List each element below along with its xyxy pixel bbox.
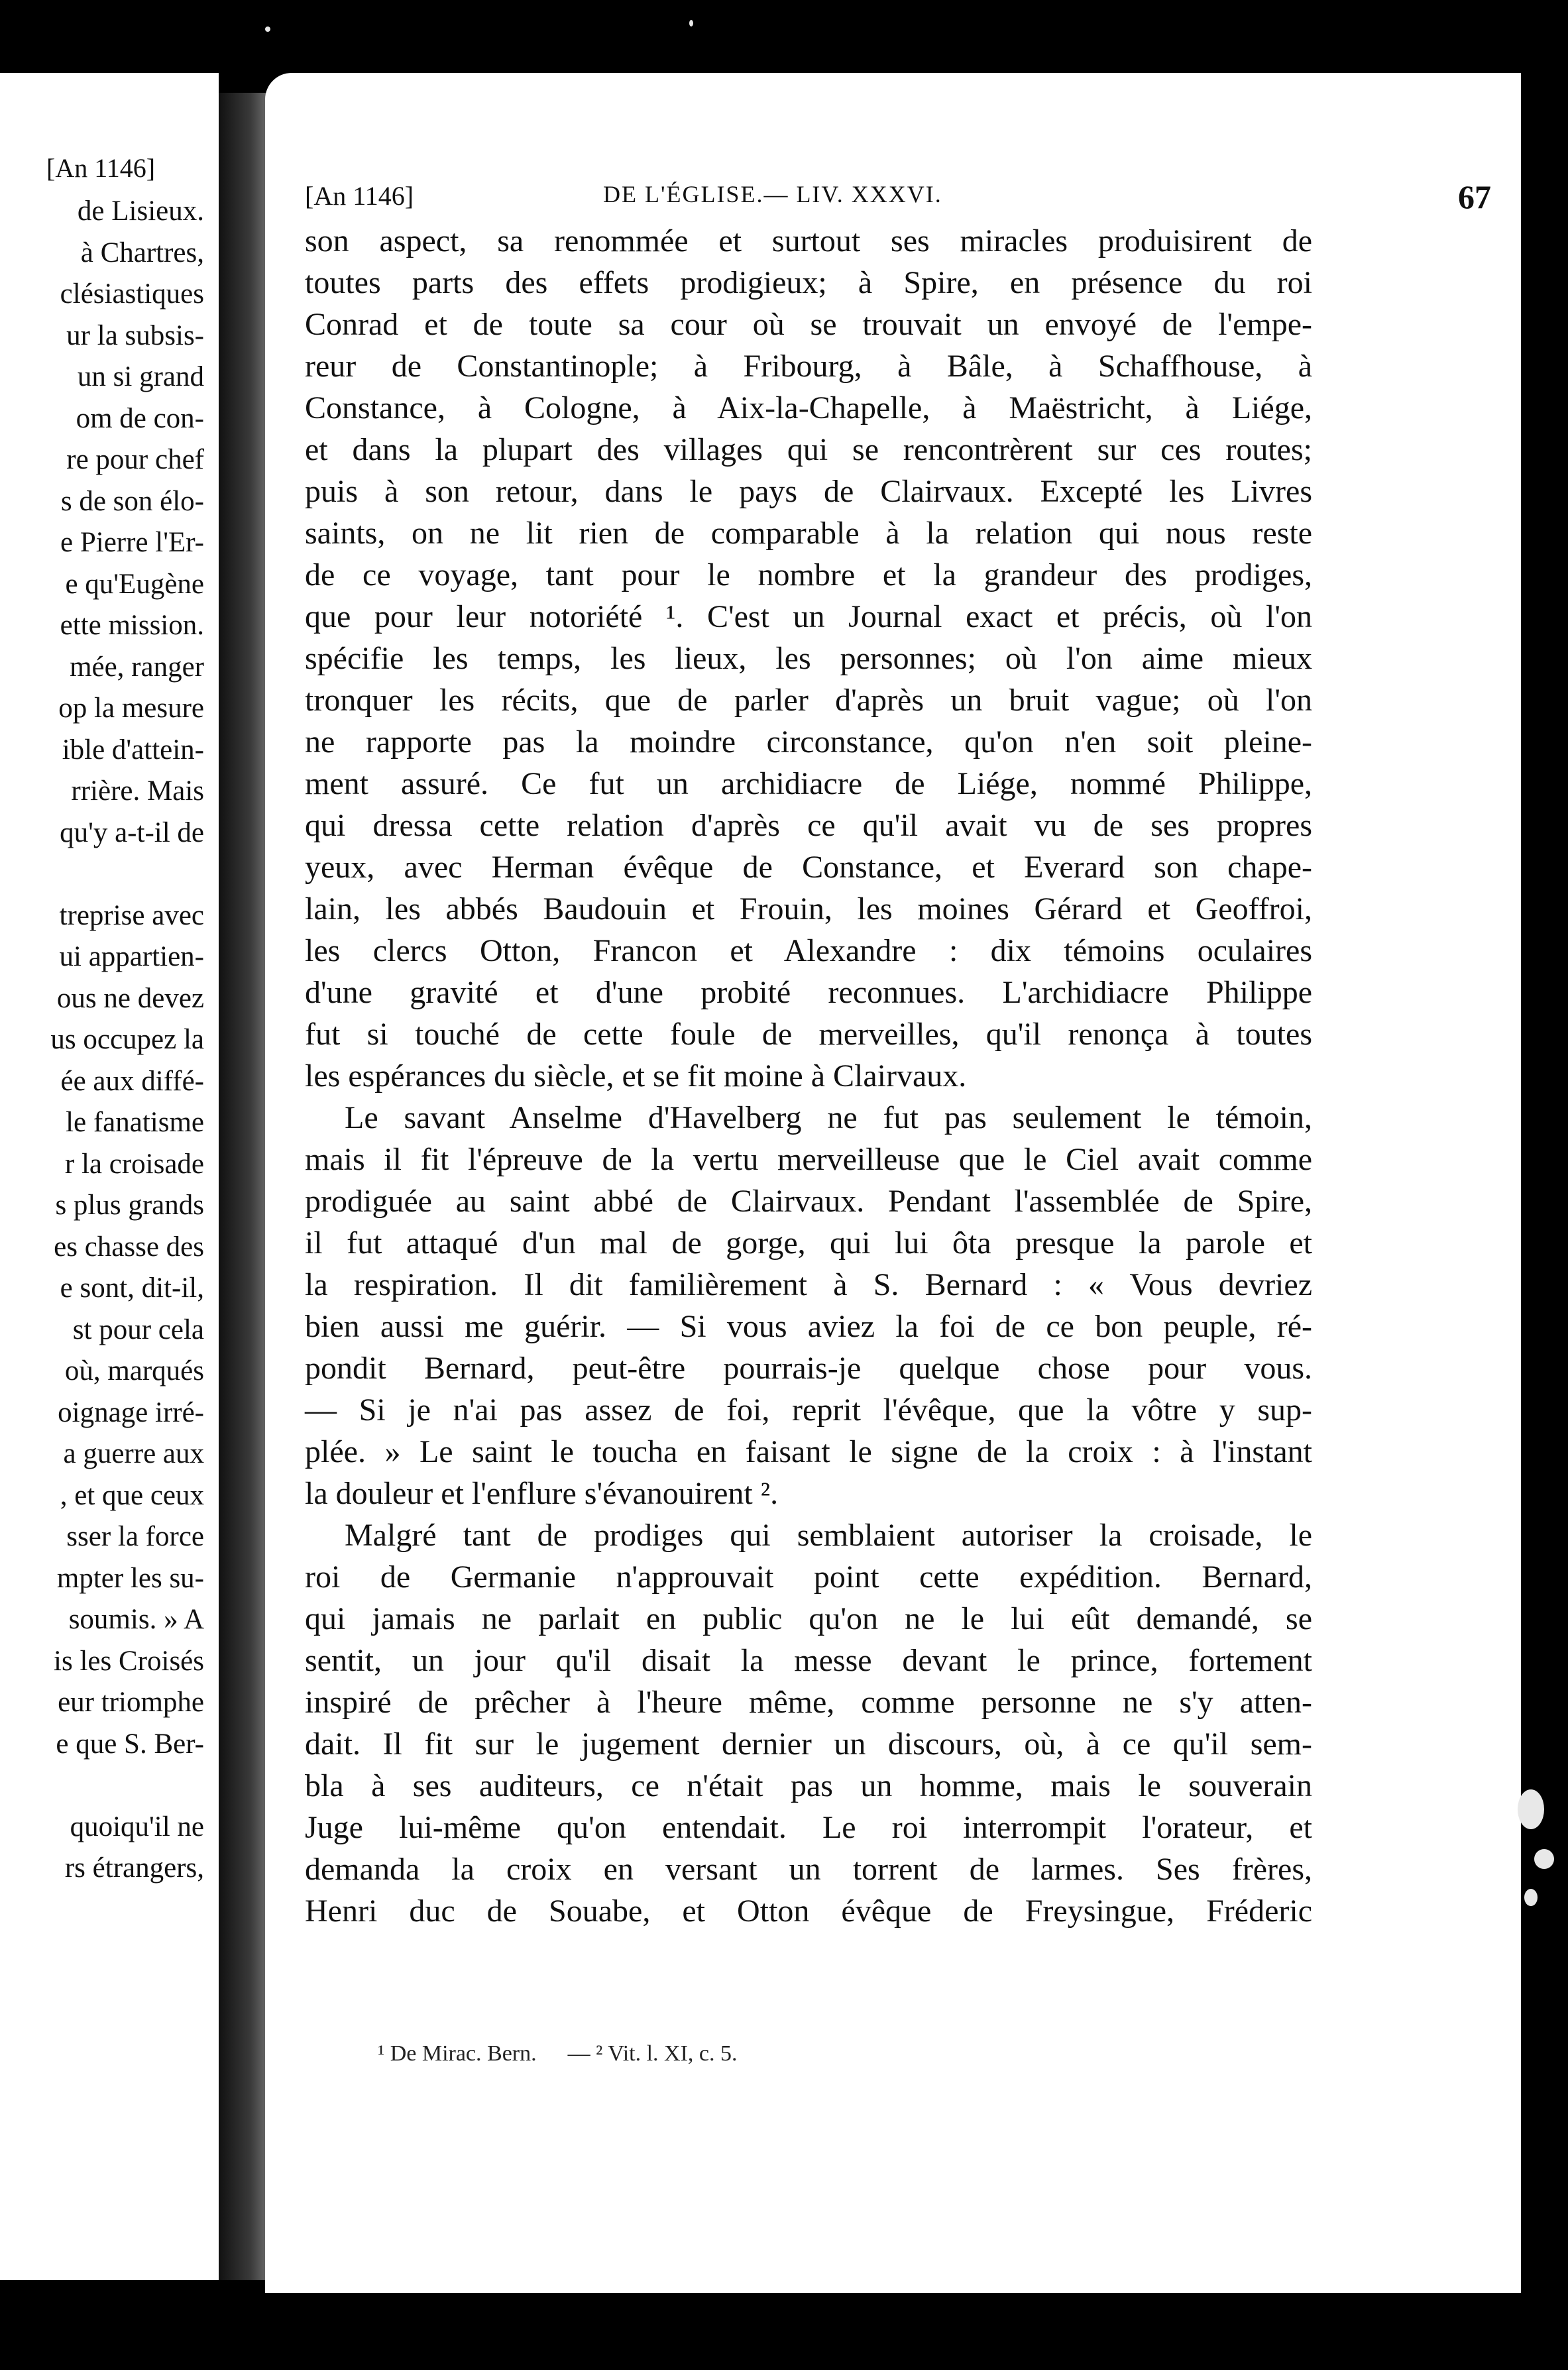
text-line: dait. Il fit sur le jugement dernier un discours, où, à ce qu'il sem- bbox=[305, 1726, 1312, 1762]
left-page bbox=[0, 73, 219, 2280]
text-line: saints, on ne lit rien de comparable à la relation qui nous reste bbox=[305, 516, 1312, 551]
text-line: prodiguée au saint abbé de Clairvaux. Pendant l'assemblée de Spire, bbox=[305, 1184, 1312, 1219]
text-line: de ce voyage, tant pour le nombre et la grandeur des prodiges, bbox=[305, 557, 1312, 592]
text-line: et dans la plupart des villages qui se rencontrèrent sur ces routes; bbox=[305, 432, 1312, 467]
left-text-line: eur triomphe bbox=[58, 1687, 204, 1718]
text-line: la respiration. Il dit familièrement à S. Bernard : « Vous devriez bbox=[305, 1267, 1312, 1302]
left-text-line: ible d'attein- bbox=[62, 734, 204, 765]
footnotes bbox=[378, 2041, 738, 2066]
text-line: roi de Germanie n'approuvait point cette expédition. Bernard, bbox=[305, 1559, 1312, 1595]
text-line: yeux, avec Herman évêque de Constance, et Everard son chape- bbox=[305, 850, 1312, 885]
text-line: Le savant Anselme d'Havelberg ne fut pas seulement le témoin, bbox=[345, 1100, 1312, 1135]
footnote-1: ¹ De Mirac. Bern. bbox=[378, 2041, 537, 2066]
text-line: reur de Constantinople; à Fribourg, à Bâle, à Schaffhouse, à bbox=[305, 349, 1312, 384]
text-line: lain, les abbés Baudouin et Frouin, les moines Gérard et Geoffroi, bbox=[305, 891, 1312, 927]
text-line: les espérances du siècle, et se fit moine à Clairvaux. bbox=[305, 1058, 967, 1094]
text-line: puis à son retour, dans le pays de Clairvaux. Excepté les Livres bbox=[305, 474, 1312, 509]
text-line: bien aussi me guérir. — Si vous aviez la foi de ce bon peuple, ré- bbox=[305, 1309, 1312, 1344]
left-text-line: rs étrangers, bbox=[64, 1852, 204, 1884]
running-head-title: DE L'ÉGLISE.— LIV. XXXVI. bbox=[603, 181, 942, 207]
left-text-line: le fanatisme bbox=[66, 1107, 204, 1138]
left-text-line: à Chartres, bbox=[80, 237, 204, 268]
text-line: que pour leur notoriété ¹. C'est un Journal exact et précis, où l'on bbox=[305, 599, 1312, 634]
left-text-line: treprise avec bbox=[59, 899, 204, 931]
left-text-line: rrière. Mais bbox=[71, 775, 204, 807]
left-text-line: qu'y a-t-il de bbox=[60, 817, 204, 848]
footnote-2: — ² Vit. l. XI, c. 5. bbox=[567, 2041, 738, 2066]
text-line: plée. » Le saint le toucha en faisant le signe de la croix : à l'instant bbox=[305, 1434, 1312, 1469]
left-text-line: es chasse des bbox=[54, 1231, 204, 1263]
left-text-line: e Pierre l'Er- bbox=[60, 527, 204, 558]
left-text-line: un si grand bbox=[77, 361, 204, 392]
text-line: qui jamais ne parlait en public qu'on ne le lui eût demandé, se bbox=[305, 1601, 1312, 1636]
text-line: ne rapporte pas la moindre circonstance, qu'on n'en soit pleine- bbox=[305, 724, 1312, 760]
left-text-line: de Lisieux. bbox=[77, 196, 204, 227]
text-line: Juge lui-même qu'on entendait. Le roi interrompit l'orateur, et bbox=[305, 1810, 1312, 1845]
left-blank-line bbox=[0, 1765, 204, 1807]
left-text-line: a guerre aux bbox=[63, 1438, 204, 1469]
scan-speck bbox=[1524, 1889, 1538, 1906]
left-text-line: om de con- bbox=[76, 402, 204, 434]
left-text-line: is les Croisés bbox=[54, 1645, 204, 1677]
left-text-line: e que S. Ber- bbox=[56, 1728, 204, 1760]
text-line: qui dressa cette relation d'après ce qu'il avait vu de ses propres bbox=[305, 808, 1312, 843]
text-line: la douleur et l'enflure s'évanouirent ². bbox=[305, 1476, 779, 1511]
left-text-line: sser la force bbox=[66, 1521, 204, 1552]
left-text-line: ée aux diffé- bbox=[60, 1065, 204, 1097]
text-line: — Si je n'ai pas assez de foi, reprit l'évêque, que la vôtre y sup- bbox=[305, 1392, 1312, 1428]
left-text-line: op la mesure bbox=[58, 693, 204, 724]
left-text-line: clésiastiques bbox=[60, 278, 204, 310]
text-line: sentit, un jour qu'il disait la messe devant le prince, fortement bbox=[305, 1643, 1312, 1678]
text-line: les clercs Otton, Francon et Alexandre : dix témoins oculaires bbox=[305, 933, 1312, 968]
running-head bbox=[305, 180, 1521, 220]
left-blank-line bbox=[0, 854, 204, 895]
text-line: toutes parts des effets prodigieux; à Spire, en présence du roi bbox=[305, 265, 1312, 300]
left-text-line: mpter les su- bbox=[56, 1562, 204, 1594]
left-text-line: ette mission. bbox=[60, 610, 204, 641]
page-number: 67 bbox=[1458, 178, 1491, 215]
left-text-line: où, marqués bbox=[64, 1355, 204, 1386]
page-body bbox=[305, 220, 1312, 1932]
text-line: ment assuré. Ce fut un archidiacre de Liége, nommé Philippe, bbox=[305, 766, 1312, 801]
text-line: inspiré de prêcher à l'heure même, comme personne ne s'y atten- bbox=[305, 1685, 1312, 1720]
left-text-line: ur la subsis- bbox=[66, 319, 204, 351]
left-text-line: oignage irré- bbox=[58, 1396, 204, 1428]
text-line: son aspect, sa renommée et surtout ses miracles produisirent de bbox=[305, 223, 1312, 258]
left-text-line: soumis. » A bbox=[68, 1604, 204, 1635]
left-text-line: re pour chef bbox=[66, 444, 204, 475]
left-text-line: us occupez la bbox=[50, 1024, 204, 1055]
left-page-text bbox=[0, 191, 204, 1890]
left-text-line: st pour cela bbox=[72, 1314, 204, 1345]
left-text-line: mée, ranger bbox=[70, 651, 204, 683]
text-line: tronquer les récits, que de parler d'après un bruit vague; où l'on bbox=[305, 683, 1312, 718]
text-line: il fut attaqué d'un mal de gorge, qui lui ôta presque la parole et bbox=[305, 1225, 1312, 1261]
left-text-line: quoiqu'il ne bbox=[70, 1811, 204, 1842]
left-text-line: s de son élo- bbox=[60, 485, 204, 517]
text-line: Malgré tant de prodiges qui semblaient autoriser la croisade, le bbox=[345, 1518, 1312, 1553]
text-line: Henri duc de Souabe, et Otton évêque de Freysingue, Fréderic bbox=[305, 1893, 1312, 1929]
left-text-line: r la croisade bbox=[64, 1148, 204, 1180]
left-running-head: [An 1146] bbox=[46, 153, 156, 183]
left-text-line: , et que ceux bbox=[60, 1479, 204, 1511]
text-line: d'une gravité et d'une probité reconnues. L'archidiacre Philippe bbox=[305, 975, 1312, 1010]
right-page bbox=[265, 73, 1521, 2293]
scan-speck bbox=[689, 20, 693, 27]
left-text-line: s plus grands bbox=[55, 1190, 204, 1221]
text-line: spécifie les temps, les lieux, les personnes; où l'on aime mieux bbox=[305, 641, 1312, 676]
left-text-line: e sont, dit-il, bbox=[60, 1272, 204, 1304]
text-line: fut si touché de cette foule de merveilles, qu'il renonça à toutes bbox=[305, 1017, 1312, 1052]
left-text-line: ous ne devez bbox=[56, 982, 204, 1014]
text-line: bla à ses auditeurs, ce n'était pas un homme, mais le souverain bbox=[305, 1768, 1312, 1803]
text-line: demanda la croix en versant un torrent de larmes. Ses frères, bbox=[305, 1852, 1312, 1887]
scan-speck bbox=[1518, 1789, 1544, 1829]
scan-speck bbox=[1534, 1849, 1554, 1869]
scan-speck bbox=[265, 27, 270, 32]
text-line: Constance, à Cologne, à Aix-la-Chapelle, à Maëstricht, à Liége, bbox=[305, 390, 1312, 425]
text-line: pondit Bernard, peut-être pourrais-je quelque chose pour vous. bbox=[305, 1351, 1312, 1386]
text-line: mais il fit l'épreuve de la vertu merveilleuse que le Ciel avait comme bbox=[305, 1142, 1312, 1177]
text-line: Conrad et de toute sa cour où se trouvait un envoyé de l'empe- bbox=[305, 307, 1312, 342]
left-text-line: e qu'Eugène bbox=[65, 568, 204, 600]
running-head-year: [An 1146] bbox=[305, 181, 414, 211]
left-text-line: ui appartien- bbox=[59, 941, 204, 972]
